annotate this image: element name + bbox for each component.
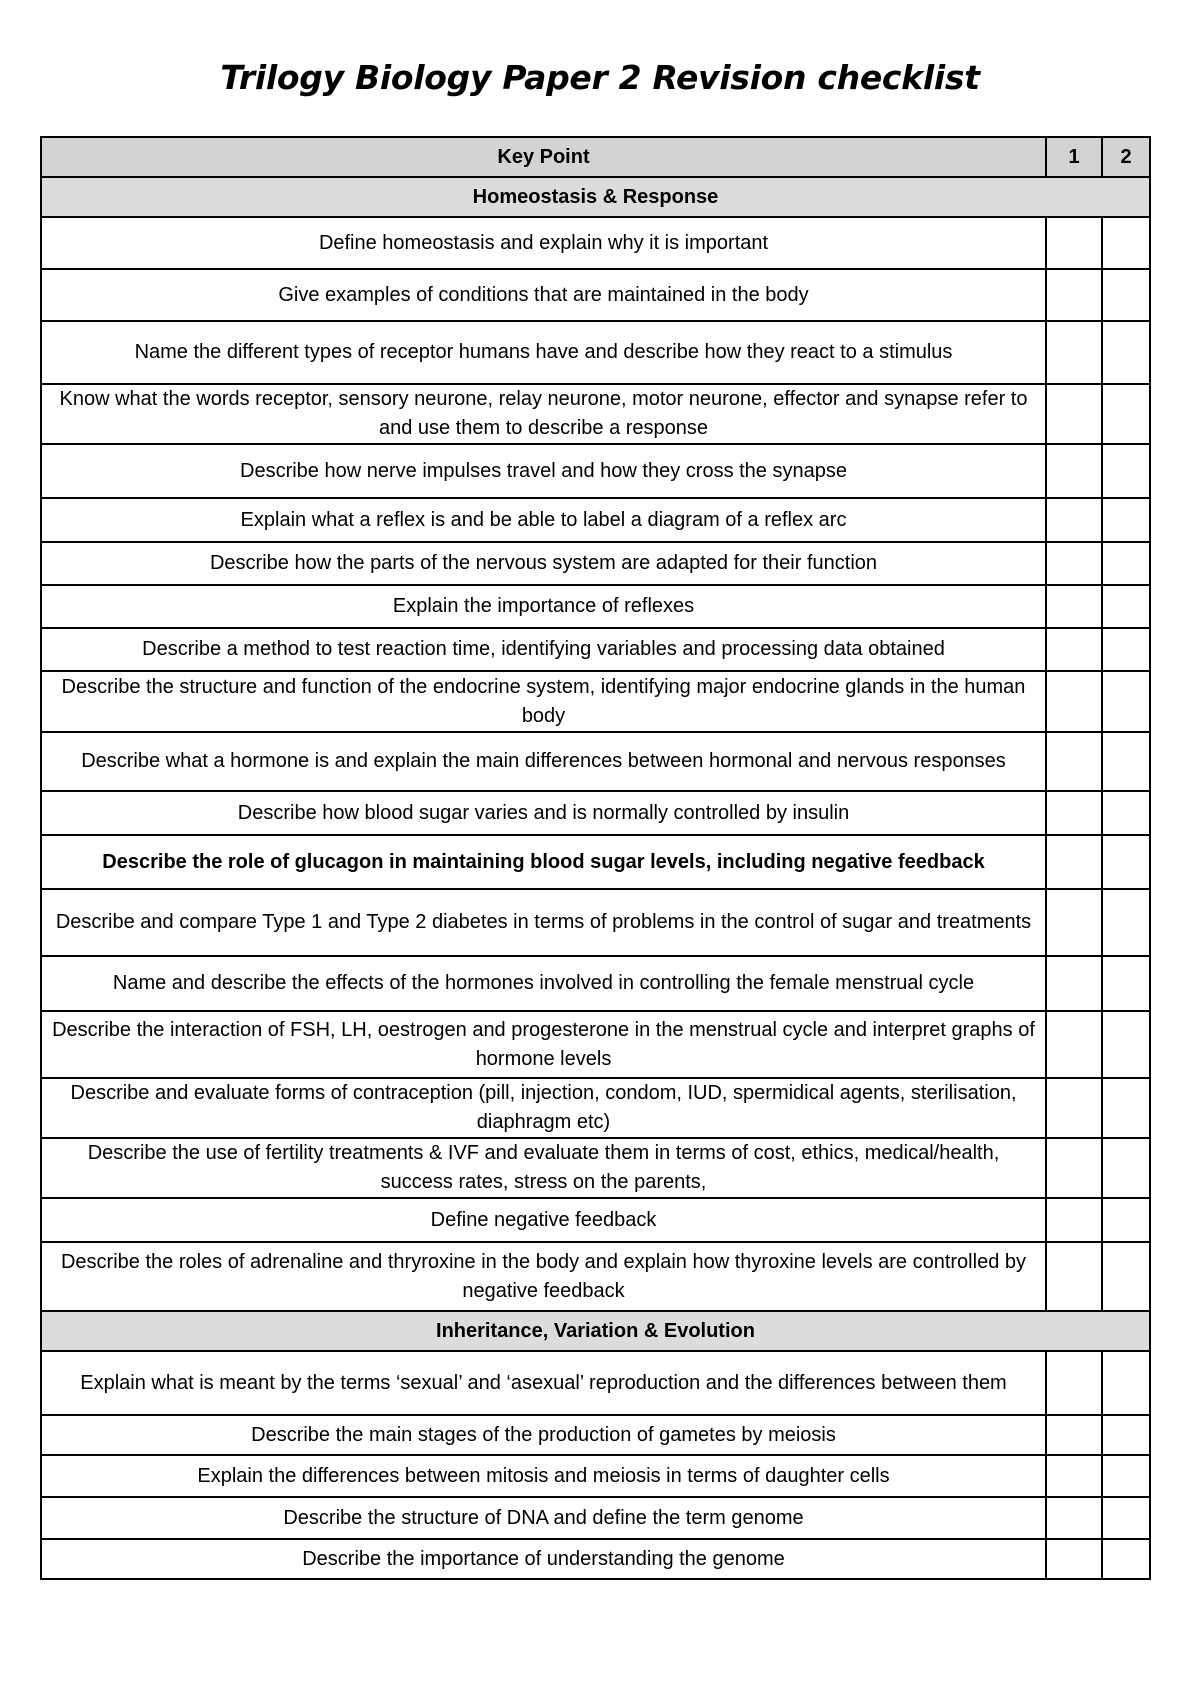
key-point-text: Give examples of conditions that are maintained in the body — [41, 269, 1046, 321]
check-box-1[interactable] — [1046, 1455, 1102, 1497]
check-box-1[interactable] — [1046, 732, 1102, 791]
checklist-row — [41, 585, 1150, 628]
check-box-2[interactable] — [1102, 1455, 1150, 1497]
check-box-2[interactable] — [1102, 791, 1150, 835]
check-box-1[interactable] — [1046, 1198, 1102, 1242]
key-point-text: Explain what is meant by the terms ‘sexual’ and ‘asexual’ reproduction and the differences between them — [41, 1351, 1046, 1415]
section-heading: Inheritance, Variation & Evolution — [41, 1311, 1150, 1351]
checklist-row — [41, 1078, 1150, 1138]
check-box-1[interactable] — [1046, 1242, 1102, 1311]
check-box-1[interactable] — [1046, 1011, 1102, 1078]
check-box-2[interactable] — [1102, 1497, 1150, 1539]
check-box-2[interactable] — [1102, 542, 1150, 585]
check-box-2[interactable] — [1102, 1138, 1150, 1198]
key-point-text: Know what the words receptor, sensory neurone, relay neurone, motor neurone, effector and synapse refer to and use them to describe a response — [41, 384, 1046, 444]
key-point-text: Define homeostasis and explain why it is important — [41, 217, 1046, 269]
check-box-1[interactable] — [1046, 585, 1102, 628]
check-box-1[interactable] — [1046, 444, 1102, 498]
checklist-row — [41, 889, 1150, 956]
checklist-row — [41, 628, 1150, 671]
key-point-text: Describe the roles of adrenaline and thryroxine in the body and explain how thyroxine levels are controlled by negative feedback — [41, 1242, 1046, 1311]
header-col-2: 2 — [1102, 137, 1150, 177]
key-point-text: Define negative feedback — [41, 1198, 1046, 1242]
check-box-2[interactable] — [1102, 1351, 1150, 1415]
check-box-2[interactable] — [1102, 1078, 1150, 1138]
section-row — [41, 177, 1150, 217]
key-point-text: Describe the role of glucagon in maintaining blood sugar levels, including negative feedback — [41, 835, 1046, 889]
check-box-2[interactable] — [1102, 1011, 1150, 1078]
key-point-text: Describe the main stages of the production of gametes by meiosis — [41, 1415, 1046, 1455]
key-point-text: Describe and evaluate forms of contraception (pill, injection, condom, IUD, spermidical agents, sterilisation, diaphragm etc) — [41, 1078, 1046, 1138]
check-box-1[interactable] — [1046, 269, 1102, 321]
checklist-row — [41, 444, 1150, 498]
key-point-text: Describe the structure of DNA and define the term genome — [41, 1497, 1046, 1539]
checklist-row — [41, 671, 1150, 732]
check-box-2[interactable] — [1102, 889, 1150, 956]
check-box-2[interactable] — [1102, 585, 1150, 628]
check-box-2[interactable] — [1102, 498, 1150, 542]
checklist-row — [41, 321, 1150, 384]
key-point-text: Explain the differences between mitosis and meiosis in terms of daughter cells — [41, 1455, 1046, 1497]
key-point-text: Describe a method to test reaction time, identifying variables and processing data obtained — [41, 628, 1046, 671]
check-box-1[interactable] — [1046, 1497, 1102, 1539]
checklist-row — [41, 384, 1150, 444]
key-point-text: Describe the use of fertility treatments & IVF and evaluate them in terms of cost, ethics, medical/health, success rates, stress on the parents, — [41, 1138, 1046, 1198]
checklist-row — [41, 791, 1150, 835]
header-col-1: 1 — [1046, 137, 1102, 177]
check-box-1[interactable] — [1046, 1078, 1102, 1138]
check-box-1[interactable] — [1046, 1351, 1102, 1415]
key-point-text: Explain the importance of reflexes — [41, 585, 1046, 628]
check-box-1[interactable] — [1046, 628, 1102, 671]
check-box-1[interactable] — [1046, 217, 1102, 269]
check-box-1[interactable] — [1046, 1539, 1102, 1579]
section-row — [41, 1311, 1150, 1351]
checklist-row — [41, 1539, 1150, 1579]
key-point-text: Describe how the parts of the nervous system are adapted for their function — [41, 542, 1046, 585]
header-key-point: Key Point — [41, 137, 1046, 177]
checklist-row — [41, 542, 1150, 585]
key-point-text: Describe how nerve impulses travel and how they cross the synapse — [41, 444, 1046, 498]
check-box-1[interactable] — [1046, 671, 1102, 732]
check-box-1[interactable] — [1046, 889, 1102, 956]
check-box-2[interactable] — [1102, 384, 1150, 444]
key-point-text: Describe what a hormone is and explain the main differences between hormonal and nervous responses — [41, 732, 1046, 791]
check-box-1[interactable] — [1046, 384, 1102, 444]
checklist-row — [41, 1455, 1150, 1497]
key-point-text: Describe the structure and function of the endocrine system, identifying major endocrine glands in the human body — [41, 671, 1046, 732]
check-box-2[interactable] — [1102, 628, 1150, 671]
key-point-text: Describe the interaction of FSH, LH, oestrogen and progesterone in the menstrual cycle and interpret graphs of hormone levels — [41, 1011, 1046, 1078]
check-box-2[interactable] — [1102, 217, 1150, 269]
check-box-1[interactable] — [1046, 542, 1102, 585]
check-box-2[interactable] — [1102, 956, 1150, 1011]
key-point-text: Name and describe the effects of the hormones involved in controlling the female menstrual cycle — [41, 956, 1046, 1011]
check-box-2[interactable] — [1102, 321, 1150, 384]
checklist-row — [41, 1242, 1150, 1311]
check-box-1[interactable] — [1046, 1138, 1102, 1198]
check-box-2[interactable] — [1102, 1539, 1150, 1579]
key-point-text: Describe the importance of understanding the genome — [41, 1539, 1046, 1579]
checklist-row — [41, 732, 1150, 791]
check-box-1[interactable] — [1046, 1415, 1102, 1455]
check-box-2[interactable] — [1102, 1242, 1150, 1311]
check-box-2[interactable] — [1102, 1198, 1150, 1242]
checklist-row — [41, 498, 1150, 542]
checklist-row — [41, 269, 1150, 321]
check-box-2[interactable] — [1102, 269, 1150, 321]
checklist-row — [41, 1351, 1150, 1415]
check-box-2[interactable] — [1102, 671, 1150, 732]
check-box-2[interactable] — [1102, 444, 1150, 498]
revision-checklist-table — [40, 136, 1151, 1580]
key-point-text: Name the different types of receptor humans have and describe how they react to a stimulus — [41, 321, 1046, 384]
key-point-text: Explain what a reflex is and be able to label a diagram of a reflex arc — [41, 498, 1046, 542]
page-title: Trilogy Biology Paper 2 Revision checklist — [220, 58, 980, 97]
checklist-row — [41, 1415, 1150, 1455]
checklist-row — [41, 1138, 1150, 1198]
check-box-1[interactable] — [1046, 791, 1102, 835]
check-box-1[interactable] — [1046, 956, 1102, 1011]
check-box-2[interactable] — [1102, 732, 1150, 791]
check-box-2[interactable] — [1102, 835, 1150, 889]
check-box-1[interactable] — [1046, 498, 1102, 542]
checklist-row — [41, 835, 1150, 889]
key-point-text: Describe and compare Type 1 and Type 2 diabetes in terms of problems in the control of sugar and treatments — [41, 889, 1046, 956]
check-box-1[interactable] — [1046, 321, 1102, 384]
checklist-row — [41, 956, 1150, 1011]
checklist-row — [41, 1011, 1150, 1078]
checklist-row — [41, 1497, 1150, 1539]
section-heading: Homeostasis & Response — [41, 177, 1150, 217]
checklist-row — [41, 1198, 1150, 1242]
key-point-text: Describe how blood sugar varies and is normally controlled by insulin — [41, 791, 1046, 835]
checklist-row — [41, 217, 1150, 269]
check-box-2[interactable] — [1102, 1415, 1150, 1455]
check-box-1[interactable] — [1046, 835, 1102, 889]
header-row — [41, 137, 1150, 177]
